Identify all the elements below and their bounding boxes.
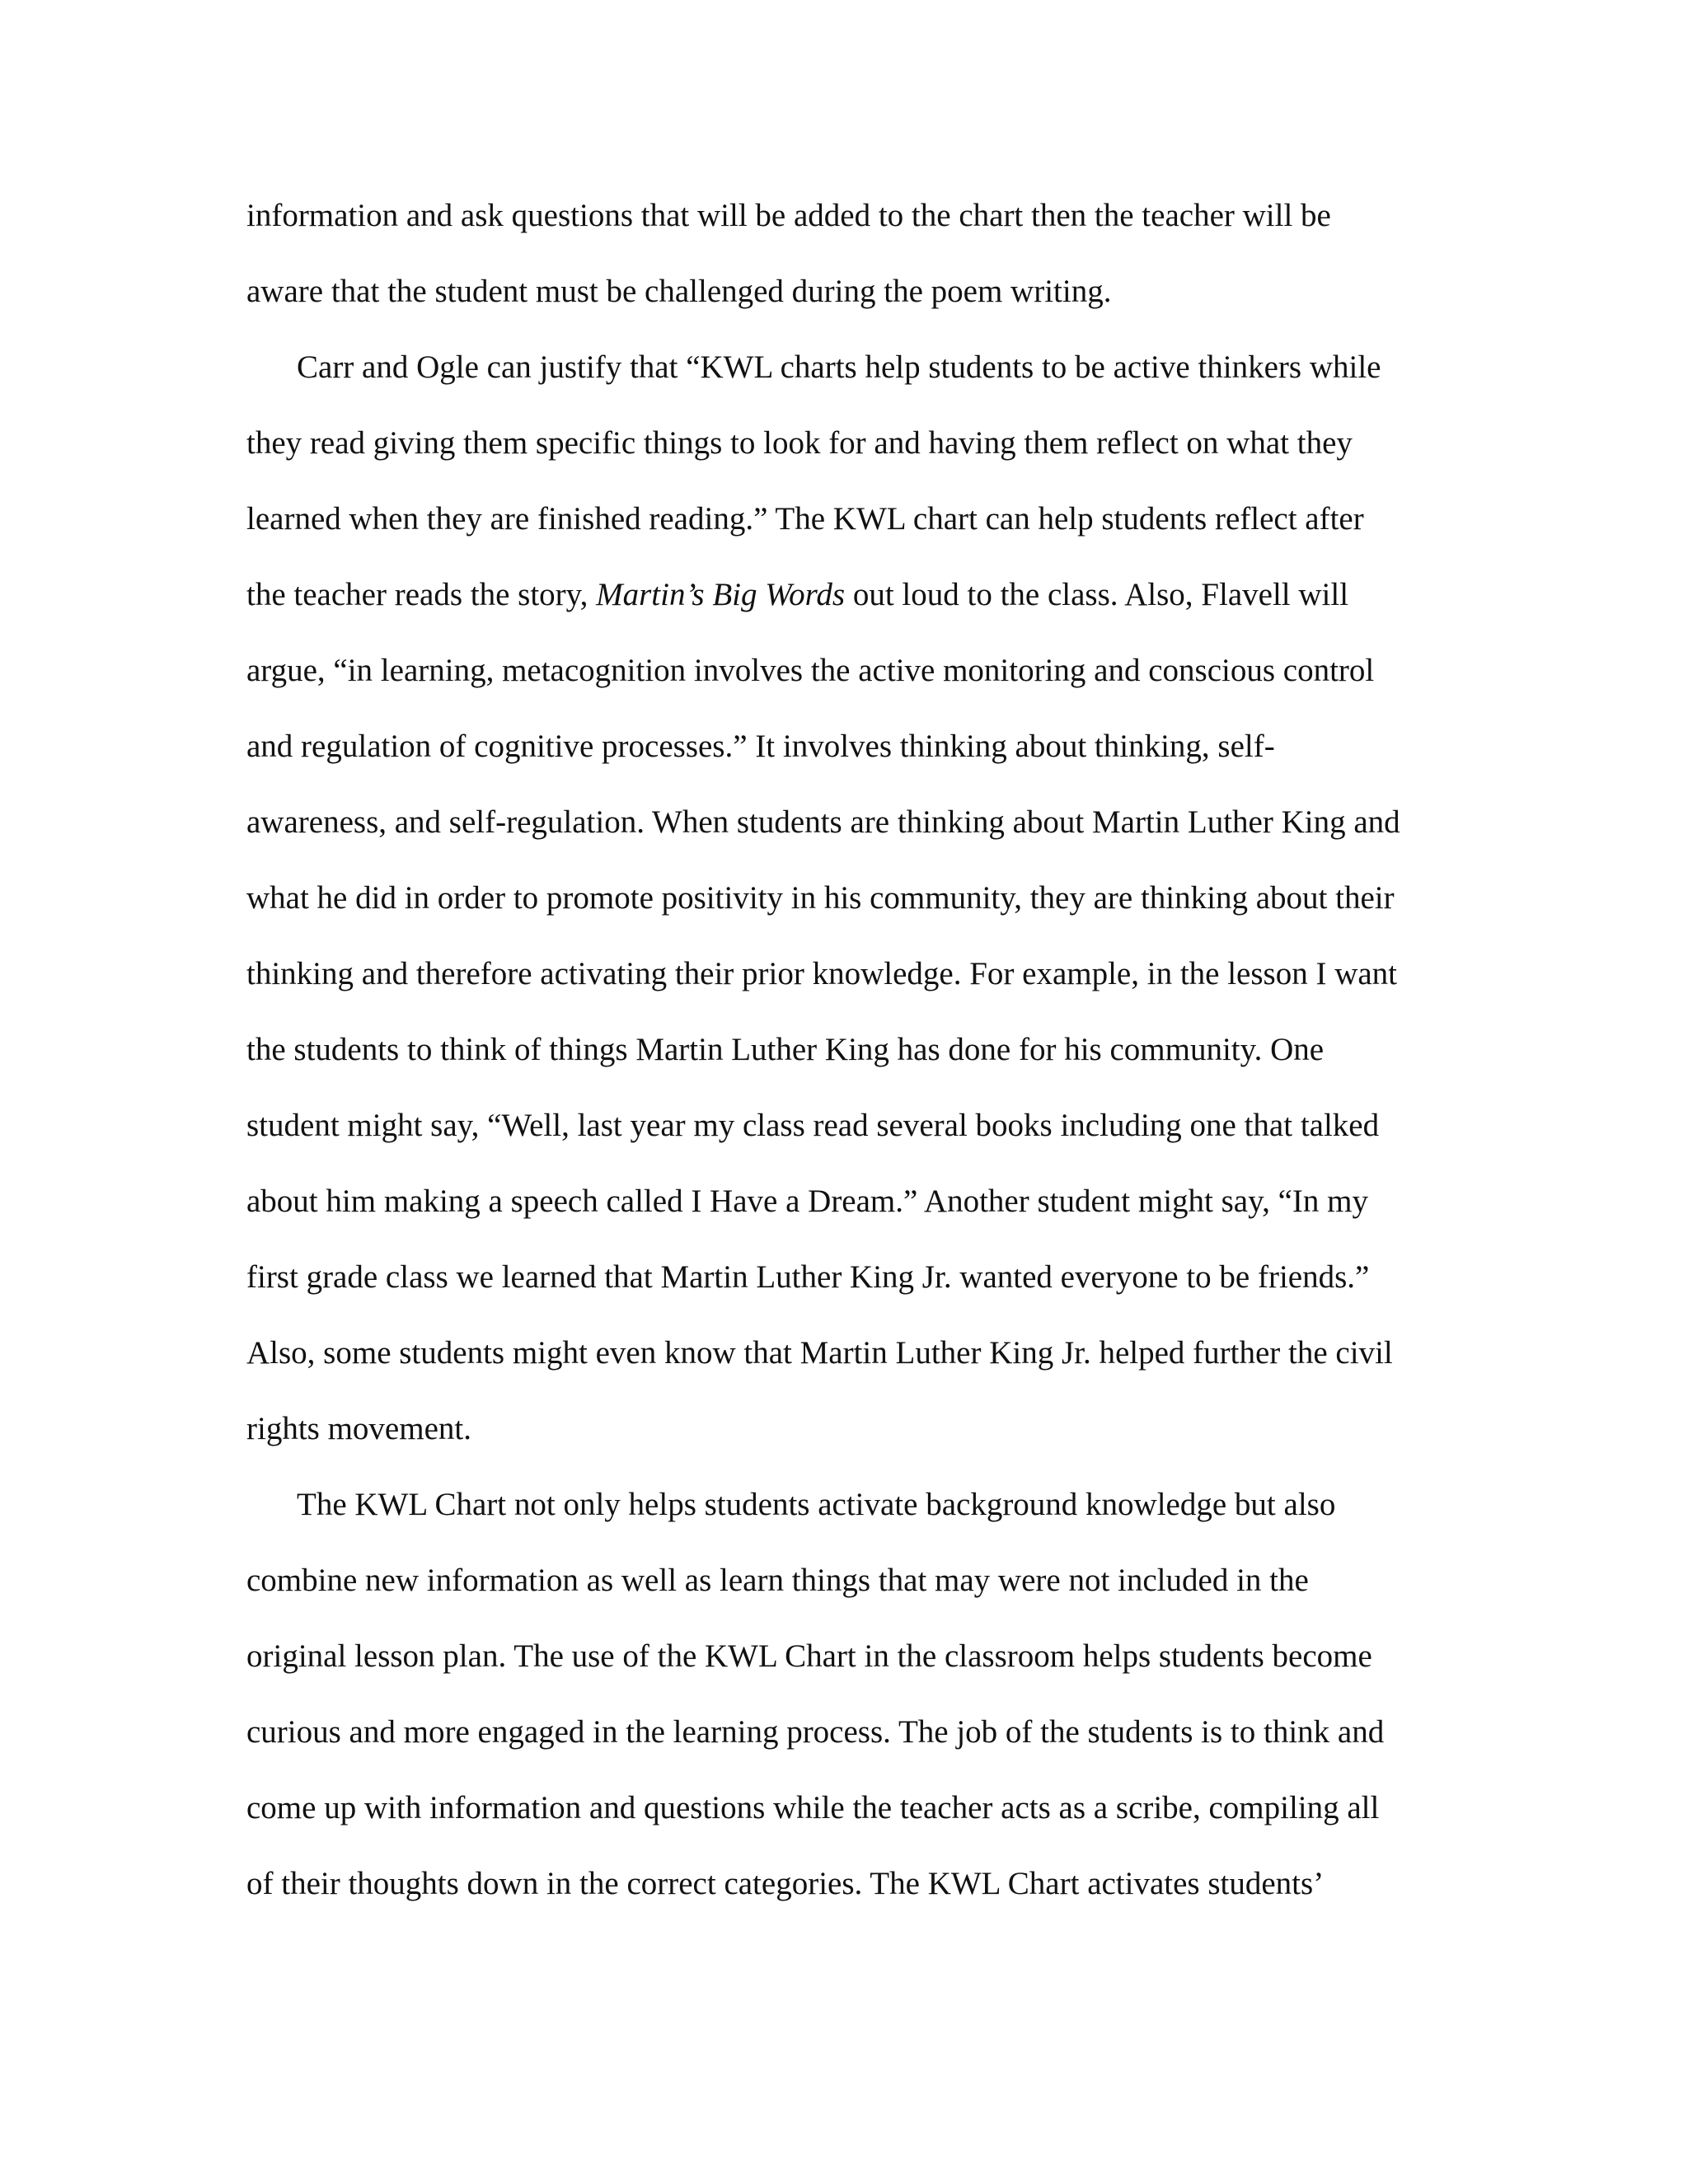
text-line: [246, 343, 1458, 419]
text-line: [246, 1101, 1458, 1177]
text-run: Also, some students might even know that Martin Luther King Jr. helped further the civil: [246, 1335, 1393, 1371]
text-run: awareness, and self-regulation. When students are thinking about Martin Luther King and: [246, 804, 1400, 840]
text-run: student might say, “Well, last year my class read several books including one that talked: [246, 1108, 1380, 1143]
body-text: [246, 191, 1458, 1935]
text-run: curious and more engaged in the learning process. The job of the students is to think and: [246, 1714, 1385, 1750]
text-line: [246, 1253, 1458, 1329]
text-run: Carr and Ogle can justify that “KWL charts help students to be active thinkers while: [297, 349, 1381, 385]
text-run: learned when they are finished reading.” The KWL chart can help students reflect after: [246, 501, 1364, 537]
text-line: [246, 570, 1458, 646]
text-line: [246, 1859, 1458, 1935]
text-line: [246, 1783, 1458, 1859]
text-run: rights movement.: [246, 1411, 471, 1446]
text-line: [246, 1480, 1458, 1556]
text-line: [246, 1025, 1458, 1101]
text-run: first grade class we learned that Martin Luther King Jr. wanted everyone to be friends.”: [246, 1259, 1370, 1295]
text-line: [246, 646, 1458, 722]
text-run: thinking and therefore activating their prior knowledge. For example, in the lesson I want: [246, 956, 1398, 991]
text-run: The KWL Chart not only helps students activate background knowledge but also: [297, 1487, 1336, 1522]
text-line: [246, 949, 1458, 1025]
text-run: aware that the student must be challenged during the poem writing.: [246, 274, 1112, 309]
book-title-text: Martin’s Big Words: [596, 577, 846, 612]
text-line: [246, 494, 1458, 570]
text-line: [246, 1177, 1458, 1253]
text-run: and regulation of cognitive processes.” It involves thinking about thinking, self-: [246, 729, 1275, 764]
text-run: the teacher reads the story,: [246, 577, 597, 612]
text-line: [246, 722, 1458, 798]
text-run: combine new information as well as learn things that may were not included in the: [246, 1563, 1309, 1598]
text-run: about him making a speech called I Have a Dream.” Another student might say, “In my: [246, 1183, 1368, 1219]
text-run: of their thoughts down in the correct categories. The KWL Chart activates students’: [246, 1866, 1325, 1901]
text-line: [246, 798, 1458, 874]
text-line: [246, 874, 1458, 949]
text-line: [246, 1632, 1458, 1708]
text-line: [246, 1708, 1458, 1783]
text-run: come up with information and questions while the teacher acts as a scribe, compiling all: [246, 1790, 1380, 1825]
text-run: what he did in order to promote positivity in his community, they are thinking about their: [246, 880, 1395, 916]
text-run: the students to think of things Martin Luther King has done for his community. One: [246, 1032, 1325, 1067]
text-line: [246, 191, 1458, 267]
text-line: [246, 419, 1458, 494]
text-run: argue, “in learning, metacognition involves the active monitoring and conscious control: [246, 653, 1375, 688]
text-line: [246, 1404, 1458, 1480]
text-run: out loud to the class. Also, Flavell will: [845, 577, 1349, 612]
text-line: [246, 1329, 1458, 1404]
text-run: original lesson plan. The use of the KWL Chart in the classroom helps students become: [246, 1638, 1372, 1674]
text-run: information and ask questions that will be added to the chart then the teacher will be: [246, 198, 1331, 233]
text-line: [246, 267, 1458, 343]
text-line: [246, 1556, 1458, 1632]
text-run: they read giving them specific things to look for and having them reflect on what they: [246, 425, 1353, 461]
